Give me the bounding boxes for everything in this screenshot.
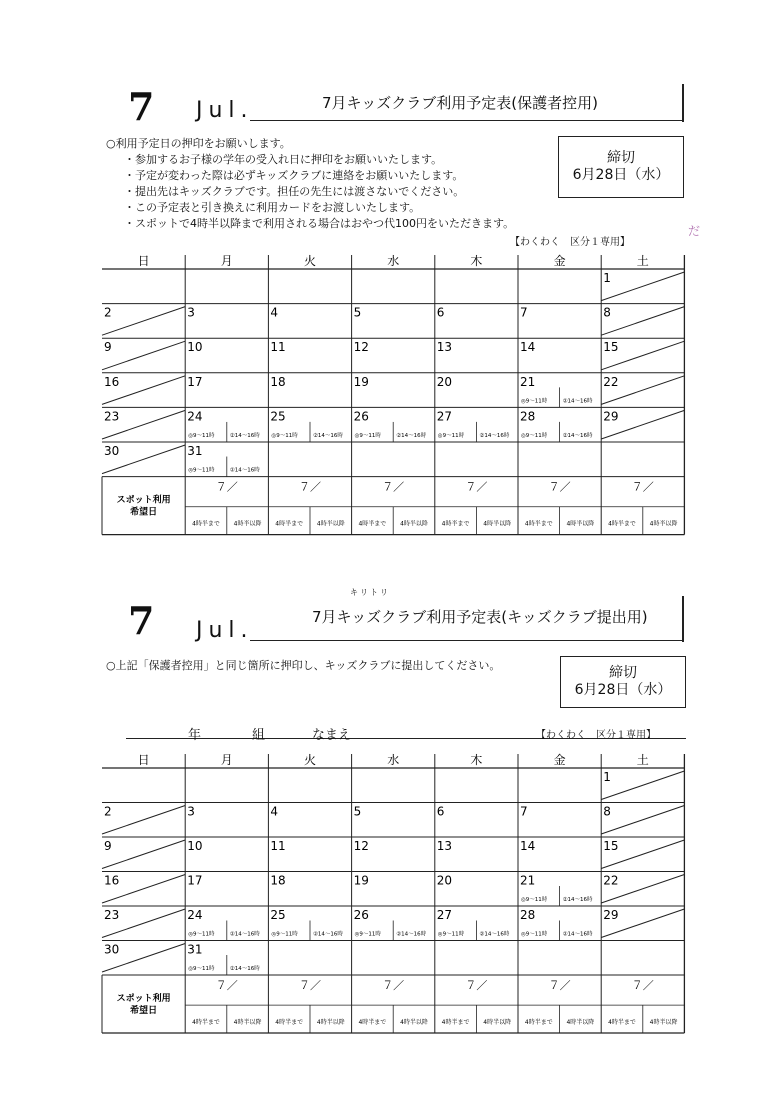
session-am: ◎9～11時 <box>521 931 548 938</box>
spot-before: 4時半まで <box>275 1019 304 1026</box>
page-title: 7月キッズクラブ利用予定表(保護者控用) <box>322 94 598 112</box>
session-am: ◎9～11時 <box>188 467 215 474</box>
spot-before: 4時半まで <box>192 1019 220 1026</box>
session-am: ◎9～11時 <box>354 931 381 938</box>
spot-date: ７／ <box>299 979 321 992</box>
day-number: 21 <box>520 873 536 888</box>
session-am: ◎9～11時 <box>521 897 548 903</box>
unavailable-slash <box>601 307 684 336</box>
day-number: 6 <box>436 804 445 819</box>
instruction-bullet: ・参加するお子様の学年の受入れ日に押印をお願いいたします。 <box>124 153 443 166</box>
day-number: 31 <box>187 444 203 458</box>
day-number: 2 <box>104 305 112 320</box>
session-pm: ②14～16時 <box>229 966 260 972</box>
weekday-header: 日 <box>137 254 150 268</box>
day-number: 7 <box>520 804 528 819</box>
spot-label: 希望日 <box>130 1006 158 1017</box>
weekday-header: 土 <box>636 753 649 767</box>
day-number: 11 <box>270 340 286 355</box>
day-number: 22 <box>603 374 619 389</box>
day-number: 4 <box>270 804 279 819</box>
day-number: 20 <box>436 873 453 888</box>
session-am: ◎9～11時 <box>188 433 215 439</box>
day-number: 1 <box>603 271 611 285</box>
weekday-header: 木 <box>470 254 483 268</box>
session-pm: ②14～16時 <box>562 897 593 903</box>
day-number: 24 <box>187 409 203 424</box>
session-pm: ②14～16時 <box>229 931 260 938</box>
day-number: 31 <box>187 942 203 957</box>
day-number: 21 <box>520 374 536 389</box>
day-number: 27 <box>436 908 453 922</box>
spot-before: 4時半まで <box>608 520 636 528</box>
day-number: 9 <box>104 839 112 853</box>
day-number: 8 <box>603 305 611 320</box>
spot-after: 4時半以降 <box>233 520 262 528</box>
session-pm: ②14～16時 <box>479 931 510 938</box>
session-am: ◎9～11時 <box>271 931 298 938</box>
spot-before: 4時半まで <box>358 1019 387 1026</box>
spot-before: 4時半まで <box>608 1019 636 1026</box>
unavailable-slash <box>601 272 684 301</box>
day-number: 2 <box>104 804 112 819</box>
day-number: 13 <box>436 839 453 853</box>
day-number: 5 <box>353 804 362 819</box>
session-am: ◎9～11時 <box>521 398 548 405</box>
calendar-top <box>102 253 684 535</box>
weekday-header: 月 <box>220 753 233 767</box>
spot-after: 4時半以降 <box>566 1019 595 1026</box>
deadline-date: 6月28日（水） <box>572 167 670 183</box>
session-am: ◎9～11時 <box>521 433 548 439</box>
day-number: 23 <box>104 409 120 424</box>
weekday-header: 火 <box>303 753 317 767</box>
spot-date: ７／ <box>215 480 238 494</box>
spot-before: 4時半まで <box>524 520 553 528</box>
session-pm: ②14～16時 <box>562 931 593 938</box>
day-number: 13 <box>436 340 453 355</box>
day-number: 26 <box>353 409 369 424</box>
calendar-bottom <box>102 752 684 1033</box>
unavailable-slash <box>102 341 185 370</box>
day-number: 19 <box>353 374 369 389</box>
day-number: 28 <box>520 409 536 424</box>
class-label: 組 <box>252 728 266 743</box>
spot-before: 4時半まで <box>441 520 470 528</box>
page-title-bottom: 7月キッズクラブ利用予定表(キッズクラブ提出用) <box>312 608 648 626</box>
spot-date: ７／ <box>465 979 488 992</box>
day-number: 12 <box>353 340 369 355</box>
day-number: 8 <box>603 804 611 819</box>
day-number: 17 <box>187 374 203 389</box>
day-number: 6 <box>436 305 445 320</box>
day-number: 16 <box>104 374 120 389</box>
spot-date: ７／ <box>631 979 654 992</box>
category-tag: 【わくわく 区分１専用】 <box>510 237 630 248</box>
spot-after: 4時半以降 <box>566 520 595 528</box>
deadline-date-bottom: 6月28日（水） <box>574 682 672 698</box>
day-number: 10 <box>187 340 203 355</box>
spot-date: ７／ <box>548 480 571 494</box>
weekday-header: 月 <box>220 254 233 268</box>
day-number: 11 <box>270 839 286 853</box>
session-pm: ②14～16時 <box>562 398 593 405</box>
deadline-label-bottom: 締切 <box>609 665 637 681</box>
day-number: 25 <box>270 409 286 424</box>
day-number: 25 <box>270 908 286 922</box>
day-number: 30 <box>104 942 120 957</box>
weekday-header: 火 <box>303 254 317 268</box>
day-number: 7 <box>520 305 528 320</box>
day-number: 23 <box>104 908 120 922</box>
session-pm: ②14～16時 <box>229 467 260 474</box>
session-am: ◎9～11時 <box>354 433 381 439</box>
day-number: 3 <box>187 305 195 320</box>
instruction-lead: ○利用予定日の押印をお願いします。 <box>106 137 291 150</box>
session-pm: ②14～16時 <box>229 433 260 439</box>
weekday-header: 日 <box>137 753 150 767</box>
spot-after: 4時半以降 <box>400 520 428 528</box>
weekday-header: 木 <box>470 753 483 767</box>
spot-after: 4時半以降 <box>316 1019 345 1026</box>
unavailable-slash <box>601 771 684 800</box>
weekday-header: 金 <box>553 753 566 767</box>
grade-label: 年 <box>188 728 202 743</box>
deadline-box-bottom <box>560 656 686 708</box>
spot-before: 4時半まで <box>441 1019 470 1026</box>
spot-before: 4時半まで <box>192 520 220 528</box>
day-number: 20 <box>436 374 453 389</box>
day-number: 29 <box>603 908 619 922</box>
day-number: 5 <box>353 305 362 320</box>
day-number: 18 <box>270 374 286 389</box>
session-am: ◎9～11時 <box>437 433 465 439</box>
day-number: 16 <box>104 873 120 888</box>
spot-date: ７／ <box>382 979 405 992</box>
spot-after: 4時半以降 <box>649 520 678 528</box>
day-number: 14 <box>520 839 536 853</box>
day-number: 15 <box>603 340 619 355</box>
weekday-header: 水 <box>387 753 400 767</box>
day-number: 22 <box>603 873 619 888</box>
spot-after: 4時半以降 <box>649 1019 678 1026</box>
spot-before: 4時半まで <box>524 1019 553 1026</box>
spot-before: 4時半まで <box>275 520 304 528</box>
month-abbr-bottom: Jul. <box>196 618 254 643</box>
day-number: 26 <box>353 908 369 922</box>
spot-date: ７／ <box>465 480 488 494</box>
spot-label: スポット利用 <box>116 495 171 506</box>
deadline-label: 締切 <box>607 150 635 166</box>
day-number: 29 <box>603 409 619 424</box>
weekday-header: 金 <box>553 254 566 268</box>
session-am: ◎9～11時 <box>188 931 215 938</box>
month-number: 7 <box>128 84 155 129</box>
spot-before: 4時半まで <box>358 520 387 528</box>
session-am: ◎9～11時 <box>437 931 465 938</box>
title-underline-bottom <box>250 640 682 641</box>
instruction-bullet: ・予定が変わった際は必ずキッズクラブに連絡をお願いいたします。 <box>124 169 464 182</box>
session-pm: ②14～16時 <box>313 931 343 938</box>
day-number: 3 <box>187 804 195 819</box>
name-label: なまえ <box>312 728 352 743</box>
day-number: 17 <box>187 873 203 888</box>
spot-date: ７／ <box>548 979 571 992</box>
session-am: ◎9～11時 <box>271 433 298 439</box>
spot-after: 4時半以降 <box>483 520 512 528</box>
session-pm: ②14～16時 <box>396 931 427 938</box>
day-number: 24 <box>187 908 203 922</box>
spot-label: スポット利用 <box>116 994 171 1005</box>
session-pm: ②14～16時 <box>313 433 343 439</box>
spot-after: 4時半以降 <box>316 520 345 528</box>
month-number-bottom: 7 <box>128 598 155 643</box>
weekday-header: 水 <box>387 254 400 268</box>
spot-date: ７／ <box>299 480 321 494</box>
instruction-bullet: ・この予定表と引き換えに利用カードをお渡しいたします。 <box>124 201 421 214</box>
day-number: 9 <box>104 340 112 355</box>
instruction-bullet: ・提出先はキッズクラブです。担任の先生には渡さないでください。 <box>124 185 465 198</box>
category-tag-bottom: 【わくわく 区分１専用】 <box>536 730 656 741</box>
session-pm: ②14～16時 <box>562 433 593 439</box>
unavailable-slash <box>102 806 185 835</box>
day-number: 19 <box>353 873 369 888</box>
day-number: 15 <box>603 839 619 853</box>
title-bracket-bottom <box>682 596 684 642</box>
session-pm: ②14～16時 <box>479 433 510 439</box>
weekday-header: 土 <box>636 254 649 268</box>
instruction-bottom: ○上記「保護者控用」と同じ箇所に押印し、キッズクラブに提出してください。 <box>106 659 501 672</box>
day-number: 4 <box>270 305 279 320</box>
day-number: 27 <box>436 409 453 424</box>
cut-line-label: キリトリ <box>350 588 390 597</box>
spot-after: 4時半以降 <box>483 1019 512 1026</box>
day-number: 1 <box>603 770 611 784</box>
day-number: 18 <box>270 873 286 888</box>
day-number: 14 <box>520 340 536 355</box>
day-number: 28 <box>520 908 536 922</box>
day-number: 10 <box>187 839 203 853</box>
day-number: 12 <box>353 839 369 853</box>
spot-label: 希望日 <box>130 507 158 518</box>
spot-date: ７／ <box>382 480 405 494</box>
spot-after: 4時半以降 <box>233 1019 262 1026</box>
unavailable-slash <box>102 307 185 336</box>
spot-date: ７／ <box>215 979 238 992</box>
spot-date: ７／ <box>631 480 654 494</box>
stamp-mark: だ <box>688 224 701 238</box>
month-abbr: Jul. <box>196 98 254 123</box>
unavailable-slash <box>601 806 684 835</box>
unavailable-slash <box>102 840 185 869</box>
instruction-bullet: ・スポットで4時半以降まで利用される場合はおやつ代100円をいただきます。 <box>124 217 515 230</box>
session-am: ◎9～11時 <box>188 966 215 972</box>
session-pm: ②14～16時 <box>396 433 427 439</box>
day-number: 30 <box>104 444 120 458</box>
spot-after: 4時半以降 <box>400 1019 428 1026</box>
